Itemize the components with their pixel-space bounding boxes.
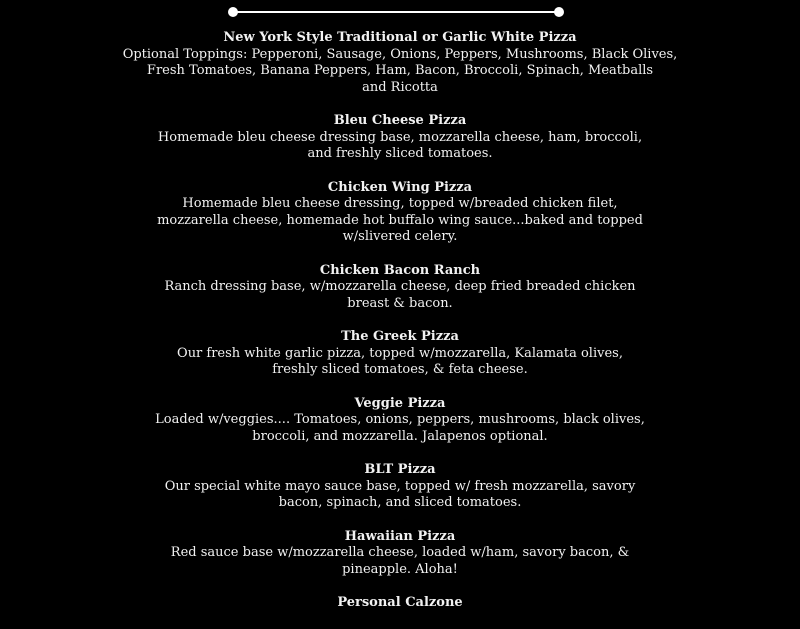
- item-description: Loaded w/veggies.... Tomatoes, onions, peppers, mushrooms, black olives, broccoli, and mozzarella. Jalapenos optional.: [155, 412, 645, 444]
- divider-dot-left: [228, 7, 238, 17]
- item-description: Optional Toppings: Pepperoni, Sausage, Onions, Peppers, Mushrooms, Black Olives, Fresh Tomatoes, Banana Peppers, Ham, Bacon, Broccoli, Spinach, Meatballs and Ricotta: [122, 46, 678, 95]
- menu-item-personal-calzone: [120, 595, 680, 612]
- item-name: Veggie Pizza: [354, 395, 446, 411]
- item-name: Chicken Bacon Ranch: [319, 262, 481, 278]
- item-name: Hawaiian Pizza: [344, 528, 456, 544]
- menu-item-blt: [120, 462, 680, 512]
- item-name: Chicken Wing Pizza: [327, 179, 473, 195]
- item-name: BLT Pizza: [364, 462, 436, 477]
- item-name: New York Style Traditional or Garlic White Pizza: [223, 30, 577, 45]
- item-name: Personal Calzone: [337, 595, 463, 610]
- pizza-menu: [120, 30, 680, 629]
- header-divider: [228, 6, 564, 18]
- menu-item-veggie: [120, 396, 680, 446]
- menu-item-chicken-wing: [120, 180, 680, 246]
- item-description: Homemade bleu cheese dressing, topped w/breaded chicken filet, mozzarella cheese, homemade hot buffalo wing sauce...baked and topped w/slivered celery.: [157, 196, 643, 244]
- item-name: The Greek Pizza: [341, 329, 459, 344]
- divider-dot-right: [554, 7, 564, 17]
- item-name: Bleu Cheese Pizza: [333, 113, 467, 128]
- menu-item-ny-style: [120, 30, 680, 96]
- menu-item-chicken-bacon-ranch: [120, 263, 680, 313]
- item-description: Our special white mayo sauce base, topped w/ fresh mozzarella, savory bacon, spinach, and sliced tomatoes.: [164, 478, 636, 510]
- item-description: Red sauce base w/mozzarella cheese, loaded w/ham, savory bacon, & pineapple. Aloha!: [170, 545, 630, 577]
- divider-line: [234, 11, 558, 13]
- menu-item-greek: [120, 329, 680, 379]
- menu-item-bleu-cheese: [120, 113, 680, 163]
- item-description: Ranch dressing base, w/mozzarella cheese, deep fried breaded chicken breast & bacon.: [164, 279, 636, 311]
- item-description: Our fresh white garlic pizza, topped w/mozzarella, Kalamata olives, freshly sliced tomatoes, & feta cheese.: [177, 345, 623, 377]
- menu-item-hawaiian: [120, 529, 680, 579]
- item-description: Homemade bleu cheese dressing base, mozzarella cheese, ham, broccoli, and freshly sliced tomatoes.: [157, 129, 643, 161]
